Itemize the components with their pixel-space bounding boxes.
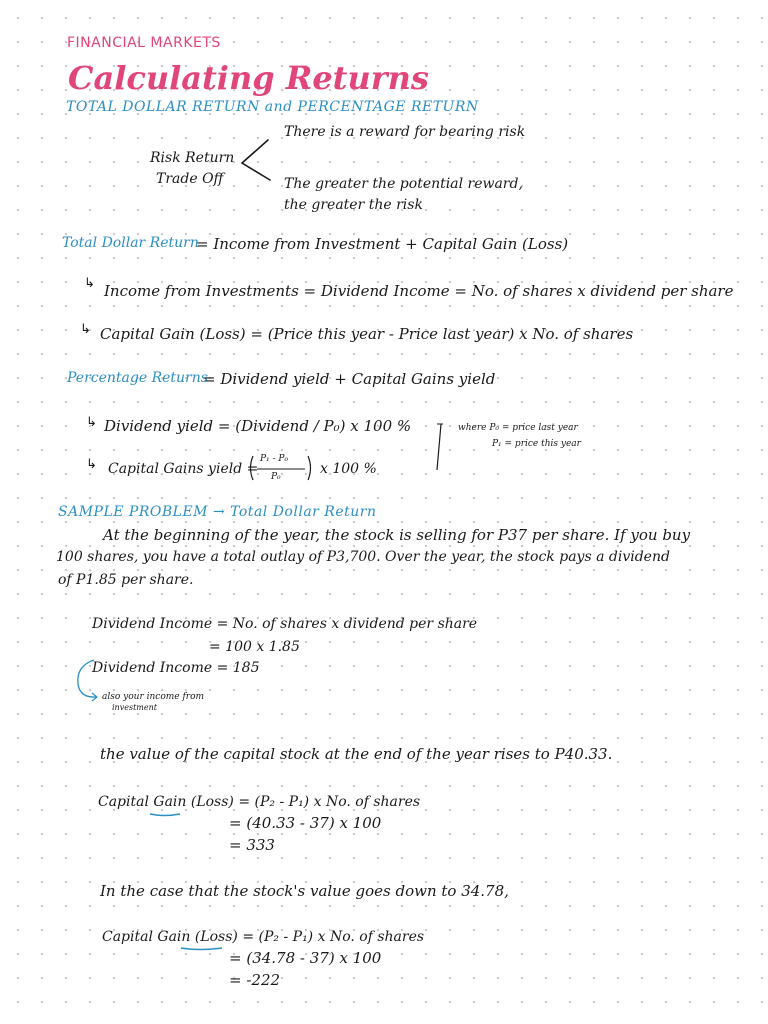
risk-return-label: Risk Return <box>150 150 235 166</box>
page-subtitle: TOTAL DOLLAR RETURN and PERCENTAGE RETURN <box>66 99 479 115</box>
dividend-yield-formula: Dividend yield = (Dividend / P₀) x 100 % <box>104 417 412 435</box>
page-title: Calculating Returns <box>68 59 429 97</box>
dividend-income-step: = 100 x 1.85 <box>209 639 300 655</box>
arrow-icon: ↳ <box>84 276 95 291</box>
income-formula: Income from Investments = Dividend Income = No. of shares x dividend per share <box>104 282 734 300</box>
risk-point-1: There is a reward for bearing risk <box>284 124 526 140</box>
arrow-icon: ↳ <box>86 415 97 430</box>
sample-paragraph-1: At the beginning of the year, the stock is selling for P37 per share. If you buy <box>103 526 691 544</box>
risk-point-2a: The greater the potential reward, <box>284 176 523 192</box>
where-p0: where P₀ = price last year <box>458 423 578 433</box>
dividend-income-formula: Dividend Income = No. of shares x dividend per share <box>92 616 478 632</box>
percentage-returns-label: Percentage Returns <box>67 370 208 386</box>
sample-paragraph-3: of P1.85 per share. <box>58 572 194 588</box>
capital-loss-example-formula: Capital Gain (Loss) = (P₂ - P₁) x No. of shares <box>102 929 425 945</box>
subject-heading: FINANCIAL MARKETS <box>67 35 221 51</box>
arrow-icon: ↳ <box>86 457 97 472</box>
capital-gain-example-result: = 333 <box>229 836 275 854</box>
sample-problem-heading: SAMPLE PROBLEM → Total Dollar Return <box>58 504 377 520</box>
total-dollar-label: Total Dollar Return <box>62 235 199 251</box>
sample-paragraph-2: 100 shares, you have a total outlay of P3,700. Over the year, the stock pays a dividend <box>56 549 670 565</box>
percentage-returns-formula: = Dividend yield + Capital Gains yield <box>203 370 496 388</box>
trade-off-label: Trade Off <box>156 171 224 187</box>
risk-point-2b: the greater the risk <box>284 197 423 213</box>
value-down-statement: In the case that the stock's value goes down to 34.78, <box>100 882 509 900</box>
capital-gains-yield-suffix: x 100 % <box>320 461 377 477</box>
capital-gains-yield-label: Capital Gains yield = <box>108 461 259 477</box>
where-p1: P₁ = price this year <box>492 439 581 449</box>
total-dollar-formula: = Income from Investment + Capital Gain (Loss) <box>196 235 569 253</box>
value-rise-statement: the value of the capital stock at the end of the year rises to P40.33. <box>100 745 613 763</box>
capital-gain-example-step: = (40.33 - 37) x 100 <box>229 814 382 832</box>
income-note-1: also your income from <box>102 692 205 702</box>
fraction-denominator: P₀ <box>271 472 281 482</box>
capital-gain-example-formula: Capital Gain (Loss) = (P₂ - P₁) x No. of shares <box>98 794 421 810</box>
arrow-icon: ↳ <box>80 322 91 337</box>
capital-gain-formula: Capital Gain (Loss) = (Price this year - Price last year) x No. of shares <box>100 325 634 343</box>
fraction-numerator: P₁ - P₀ <box>260 454 289 464</box>
dividend-income-result: Dividend Income = 185 <box>92 660 260 676</box>
capital-loss-example-result: = -222 <box>229 971 281 989</box>
income-note-2: investment <box>112 703 157 712</box>
capital-loss-example-step: = (34.78 - 37) x 100 <box>229 949 382 967</box>
